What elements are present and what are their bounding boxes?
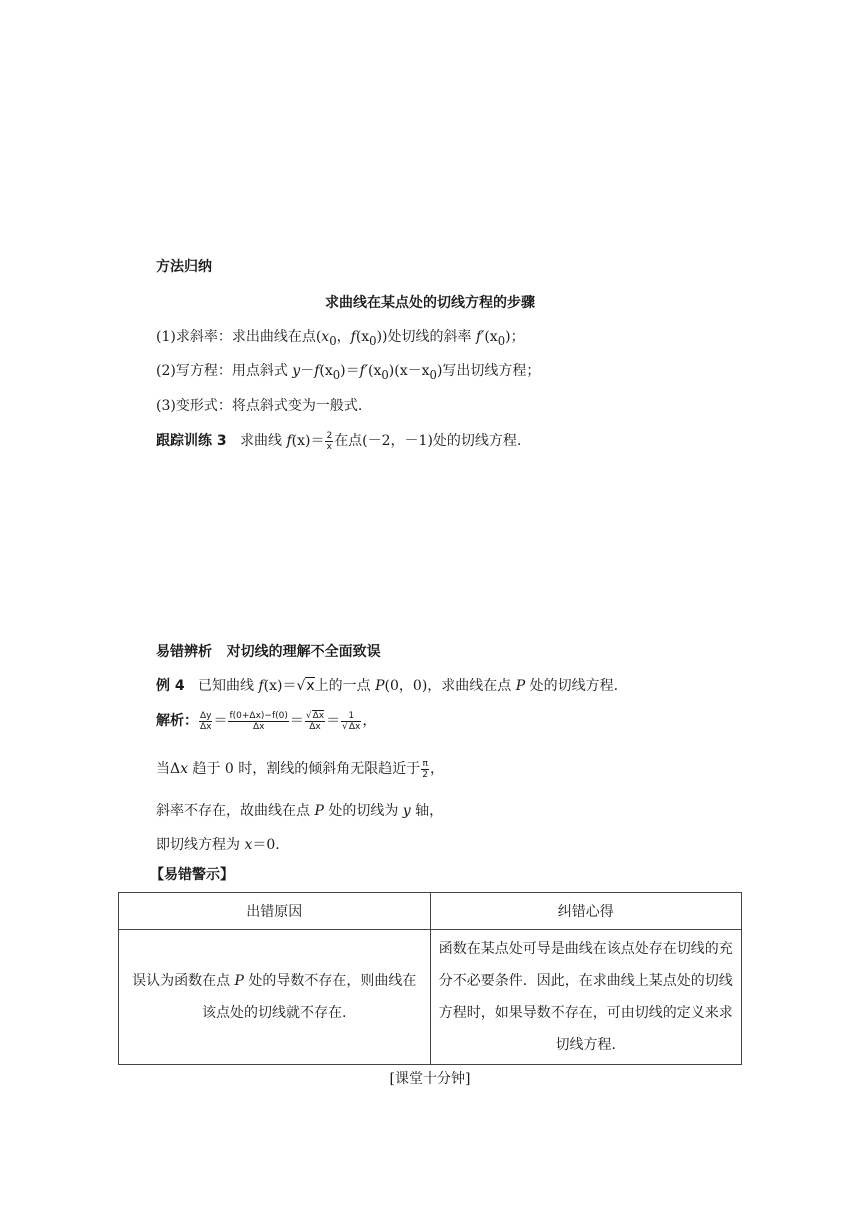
solution-line-3: 斜率不存在，故曲线在点 P 处的切线为 y 轴， (156, 803, 444, 819)
fraction-sqrt-dx-over-dx: $\frac{√\Delta x}{\Delta x}$ (305, 710, 325, 732)
fraction-2-over-x: $\frac{2}{x}$ (326, 430, 333, 452)
exercise-label: 跟踪训练 3 (156, 433, 227, 449)
fraction-pi-over-2: $\frac{\pi}{2}$ (422, 758, 429, 780)
footer-section-label: [课堂十分钟] (389, 1071, 471, 1087)
table-row (119, 930, 742, 1065)
col-header-error-cause: 出错原因 (119, 893, 431, 930)
method-summary-heading: 方法归纳 (156, 259, 212, 275)
solution-label: 解析： (156, 713, 198, 729)
sqrt-x: √x (296, 678, 315, 694)
step-1: (1)求斜率：求出曲线在点($x_0$，$f(x_0)$)处切线的斜率 $f'(x_0)$； (156, 329, 525, 348)
method-summary-title: 求曲线在某点处的切线方程的步骤 (325, 295, 535, 311)
solution-line-4: 即切线方程为 x＝0. (156, 837, 280, 853)
error-analysis-heading: 易错辨析 对切线的理解不全面致误 (156, 644, 381, 660)
table-header-row (119, 893, 742, 930)
col-header-correction: 纠错心得 (430, 893, 742, 930)
warning-heading: 【易错警示】 (150, 867, 234, 883)
fraction-difference-quotient: $\frac{f(0+\Delta x)-f(0)}{\Delta x}$ (229, 710, 288, 732)
fraction-dy-dx: $\frac{\Delta y}{\Delta x}$ (200, 710, 212, 732)
solution-line-2: 当Δx 趋于 0 时，割线的倾斜角无限趋近于 $\frac{\pi}{2}$ ， (156, 758, 445, 780)
exercise-3: 跟踪训练 3 求曲线 f(x)＝ $\frac{2}{x}$ 在点(－2，－1)处的切线方程. (156, 430, 522, 452)
cell-correction: 函数在某点处可导是曲线在该点处存在切线的充分不必要条件．因此，在求曲线上某点处的切线方程时，如果导数不存在，可由切线的定义来求切线方程. (430, 930, 742, 1065)
warning-table (118, 892, 742, 1065)
step-2: (2)写方程：用点斜式 $y-f(x_0)=f'(x_0)(x-x_0)$写出切线方程； (156, 363, 541, 382)
cell-error-cause: 误认为函数在点 P 处的导数不存在，则曲线在该点处的切线就不存在. (119, 930, 431, 1065)
example-label: 例 4 (156, 678, 185, 694)
fraction-1-over-sqrt-dx: $\frac{1}{√\Delta x}$ (342, 710, 361, 732)
solution-line-1: 解析： $\frac{\Delta y}{\Delta x}$ ＝ $\frac{f(0+\Delta x)-f(0)}{\Delta x}$ ＝ $\frac{√\Delta x}{\Delta x}$ ＝ $\frac{1}{√\Delta x}$ ， (156, 710, 377, 732)
example-4: 例 4 已知曲线 f(x)＝√x上的一点 P(0，0)，求曲线在点 P 处的切线方程. (156, 678, 619, 694)
step-3: (3)变形式：将点斜式变为一般式. (156, 398, 363, 414)
